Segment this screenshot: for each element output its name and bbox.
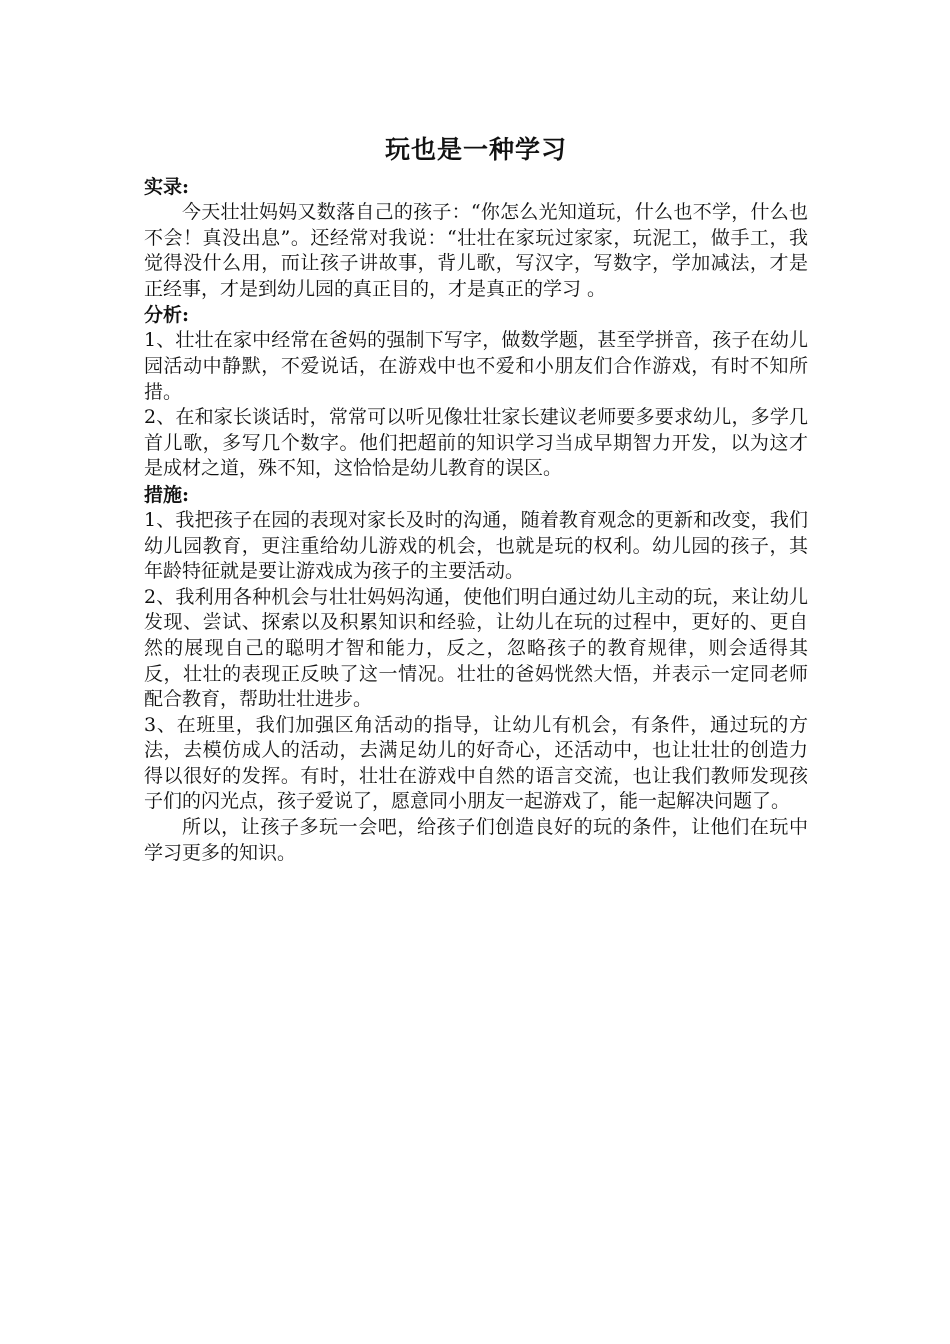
document-title: 玩也是一种学习 (384, 135, 567, 164)
section-heading-record: 实录: (144, 176, 190, 198)
measures-paragraph-2: 2、我利用各种机会与壮壮妈妈沟通，使他们明白通过幼儿主动的玩，来让幼儿发现、尝试、探索以及积累知识和经验，让幼儿在玩的过程中，更好的、更自然的展现自己的聪明才智和能力，反之，忽略孩子的教育规律，则会适得其反，壮壮的表现正反映了这一情况。壮壮的爸妈恍然大悟，并表示一定同老师配合教育，帮助壮壮进步。 (144, 585, 808, 711)
document-page (144, 128, 808, 866)
section-heading-measures: 措施: (144, 483, 190, 506)
section-record (144, 174, 808, 302)
record-paragraph: 今天壮壮妈妈又数落自己的孩子：“你怎么光知道玩，什么也不学，什么也不会！真没出息”。还经常对我说：“壮壮在家玩过家家，玩泥工，做手工，我觉得没什么用，而让孩子讲故事，背儿歌，写汉字，写数字，学加减法，才是正经事，才是到幼儿园的真正目的，才是真正的学习 。 (144, 201, 808, 300)
measures-paragraph-3: 3、在班里，我们加强区角活动的指导，让幼儿有机会，有条件，通过玩的方法，去模仿成人的活动，去满足幼儿的好奇心，还活动中，也让壮壮的创造力得以很好的发挥。有时，壮壮在游戏中自然的语言交流，也让我们教师发现孩子们的闪光点，孩子爱说了，愿意同小朋友一起游戏了，能一起解决问题了。 (144, 713, 808, 813)
analysis-paragraph-1: 1、壮壮在家中经常在爸妈的强制下写字，做数学题，甚至学拼音，孩子在幼儿园活动中静默，不爱说话，在游戏中也不爱和小朋友们合作游戏，有时不知所措。 (144, 329, 808, 403)
section-heading-analysis: 分析: (144, 304, 190, 327)
section-analysis (144, 302, 808, 482)
measures-paragraph-1: 1、我把孩子在园的表现对家长及时的沟通，随着教育观念的更新和改变，我们幼儿园教育，更注重给幼儿游戏的机会，也就是玩的权利。幼儿园的孩子，其年龄特征就是要让游戏成为孩子的主要活动。 (144, 508, 808, 583)
analysis-paragraph-2: 2、在和家长谈话时，常常可以听见像壮壮家长建议老师要多要求幼儿，多学几首儿歌，多写几个数字。他们把超前的知识学习当成早期智力开发，以为这才是成材之道，殊不知，这恰恰是幼儿教育的误区。 (144, 406, 808, 480)
section-measures (144, 482, 808, 815)
conclusion-paragraph: 所以，让孩子多玩一会吧，给孩子们创造良好的玩的条件，让他们在玩中学习更多的知识。 (144, 816, 808, 864)
